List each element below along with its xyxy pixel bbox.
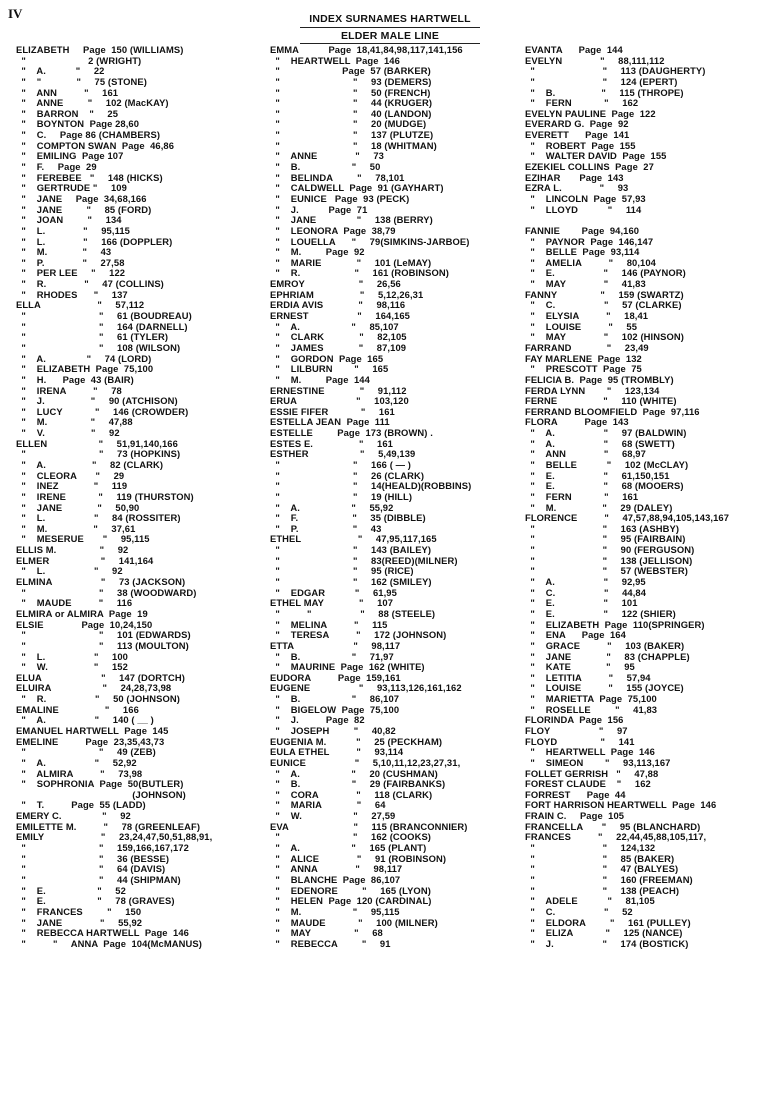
index-entry: ERDIA AVIS " 98,116	[270, 299, 406, 311]
index-entry: " ALICE " 91 (ROBINSON)	[270, 852, 447, 864]
index-entry: " E. " 122 (SHIER)	[525, 607, 676, 619]
index-entry: " PER LEE " 122	[16, 267, 126, 279]
index-entry: " W. " 27,59	[270, 810, 396, 822]
index-entry: ELLA " 57,112	[16, 299, 145, 311]
index-entry: ERNESTINE " 91,112	[270, 384, 407, 396]
index-entry: " J. Page 71	[270, 203, 368, 215]
index-entry: FORT HARRISON HEARTWELL Page 146	[525, 799, 717, 811]
index-entry: " A. " 140 ( __ )	[16, 714, 154, 726]
index-entry: " A. " 55,92	[270, 501, 394, 513]
index-entry: " JANE " 83 (CHAPPLE)	[525, 650, 690, 662]
index-entry: " JOAN " 134	[16, 214, 122, 226]
index-entry: " M. " 47,88	[16, 416, 133, 428]
index-entry: FLORA Page 143	[525, 416, 629, 428]
index-entry: " L. " 100	[16, 650, 128, 662]
index-entry: " JANE " 85 (FORD)	[16, 203, 152, 215]
index-entry: " ROBERT Page 155	[525, 139, 636, 151]
index-entry: " " 138 (JELLISON)	[525, 554, 693, 566]
index-entry: " A. " 22	[16, 65, 105, 77]
index-entry: " EMILING Page 107	[16, 150, 124, 162]
index-entry: EUNICE " 5,10,11,12,23,27,31,	[270, 756, 461, 768]
index-entry: " ELDORA " 161 (PULLEY)	[525, 916, 691, 928]
index-entry: " E. " 52	[16, 884, 126, 896]
index-entry: " MARIE " 101 (LeMAY)	[270, 256, 432, 268]
index-entry: " C. " 44,84	[525, 586, 647, 598]
index-entry: " " 108 (WILSON)	[16, 341, 181, 353]
index-entry: EUGENE " 93,113,126,161,162	[270, 682, 462, 694]
index-entry: " " 143 (BAILEY)	[270, 544, 432, 556]
index-entry: " " 50 (FRENCH)	[270, 86, 431, 98]
index-entry: " BOYNTON Page 28,60	[16, 118, 140, 130]
index-entry: " " 19 (HILL)	[270, 490, 413, 502]
index-entry: " H. Page 43 (BAIR)	[16, 373, 134, 385]
index-entry: ELMIRA or ALMIRA Page 19	[16, 607, 148, 619]
index-entry: " Page 57 (BARKER)	[270, 65, 431, 77]
index-entry: FELICIA B. Page 95 (TROMBLY)	[525, 373, 674, 385]
index-entry: FLORINDA Page 156	[525, 714, 624, 726]
index-entry: " GRACE " 103 (BAKER)	[525, 639, 685, 651]
index-entry: " L. " 84 (ROSSITER)	[16, 512, 181, 524]
index-entry: " GORDON Page 165	[270, 352, 384, 364]
index-entry: " BIGELOW Page 75,100	[270, 703, 400, 715]
index-entry: " MAURINE Page 162 (WHITE)	[270, 661, 425, 673]
index-entry: " " 57 (WEBSTER)	[525, 565, 688, 577]
index-entry: " A. " 97 (BALDWIN)	[525, 427, 687, 439]
index-entry: " " 26 (CLARK)	[270, 469, 425, 481]
index-entry: " L. " 166 (DOPPLER)	[16, 235, 173, 247]
index-entry: " FEREBEE " 148 (HICKS)	[16, 171, 163, 183]
index-entry: " BARRON " 25	[16, 107, 119, 119]
index-entry: " LOUELLA " 79(SIMKINS-JARBOE)	[270, 235, 470, 247]
index-entry: " C. " 57 (CLARKE)	[525, 299, 682, 311]
index-entry: " ANNA " 98,117	[270, 863, 403, 875]
index-entry: ERUA " 103,120	[270, 395, 409, 407]
index-entry: " EDENORE " 165 (LYON)	[270, 884, 431, 896]
index-entry: " E. " 101	[525, 597, 638, 609]
index-entry: " " 137 (PLUTZE)	[270, 129, 434, 141]
index-entry: " F. " 35 (DIBBLE)	[270, 512, 426, 524]
index-entry: " M. Page 144	[270, 373, 370, 385]
index-entry: " MAY " 68	[270, 927, 383, 939]
index-entry: " RHODES " 137	[16, 288, 128, 300]
index-entry: ERNEST " 164,165	[270, 310, 410, 322]
index-entry: EZEKIEL COLLINS Page 27	[525, 161, 654, 173]
index-entry: FRAIN C. Page 105	[525, 810, 625, 822]
index-entry: " FERN " 161	[525, 490, 639, 502]
index-entry: EMALINE " 166	[16, 703, 139, 715]
index-entry: " " 90 (FERGUSON)	[525, 544, 695, 556]
index-entry: FANNIE Page 94,160	[525, 224, 640, 236]
index-entry: " MELINA " 115	[270, 618, 388, 630]
index-entry: " E. " 68 (MOOERS)	[525, 480, 684, 492]
index-entry: " MAY " 102 (HINSON)	[525, 331, 684, 343]
index-entry: " REBECCA " 91	[270, 937, 391, 949]
index-entry: " CLARK " 82,105	[270, 331, 407, 343]
index-entry: " ROSELLE " 41,83	[525, 703, 658, 715]
index-entry: " V. " 92	[16, 427, 120, 439]
index-entry: " R. " 161 (ROBINSON)	[270, 267, 449, 279]
index-entry: FERRAND BLOOMFIELD Page 97,116	[525, 405, 700, 417]
index-entry: " " 73 (HOPKINS)	[16, 448, 181, 460]
index-entry: " P. " 27,58	[16, 256, 125, 268]
index-entry: EMILETTE M. " 78 (GREENLEAF)	[16, 820, 201, 832]
page-number: IV	[8, 6, 23, 21]
index-entry: " F. Page 29	[16, 161, 97, 173]
index-entry: ETHEL MAY " 107	[270, 597, 394, 609]
index-entry: " M. " 95,115	[270, 905, 400, 917]
index-entry: " E. " 61,150,151	[525, 469, 670, 481]
index-entry: ETTA " 98,117	[270, 639, 401, 651]
index-entry: " FRANCES " 150	[16, 905, 142, 917]
index-entry: EPHRIAM " 5,12,26,31	[270, 288, 424, 300]
index-entry: " PAYNOR Page 146,147	[525, 235, 654, 247]
index-entry: EMERY C. " 92	[16, 810, 131, 822]
index-entry: " L. " 95,115	[16, 224, 130, 236]
index-entry: " JANE " 138 (BERRY)	[270, 214, 433, 226]
index-entry: " J. " 90 (ATCHISON)	[16, 395, 178, 407]
index-entry: EVERARD G. Page 92	[525, 118, 629, 130]
index-entry: " " 85 (BAKER)	[525, 852, 675, 864]
index-entry: " " 18 (WHITMAN)	[270, 139, 437, 151]
index-entry: " MAUDE " 116	[16, 597, 133, 609]
index-entry: " C. " 52	[525, 905, 633, 917]
index-entry: ESTELLA JEAN Page 111	[270, 416, 390, 428]
index-entry: FLOYD " 141	[525, 735, 635, 747]
index-column-3	[525, 45, 777, 949]
index-entry: " " " 88 (STEELE)	[270, 607, 436, 619]
index-entry: " ELYSIA " 18,41	[525, 310, 649, 322]
index-entry: " CORA " 118 (CLARK)	[270, 788, 433, 800]
index-entry: " ALMIRA " 73,98	[16, 767, 143, 779]
index-entry: " REBECCA HARTWELL Page 146	[16, 927, 189, 939]
index-entry: " " 113 (MOULTON)	[16, 639, 189, 651]
index-entry: " A. " 74 (LORD)	[16, 352, 152, 364]
index-entry: " JANE Page 34,68,166	[16, 192, 147, 204]
index-entry: " W. " 152	[16, 661, 128, 673]
index-entry: " E. " 78 (GRAVES)	[16, 895, 175, 907]
index-entry: " " 83(REED)(MILNER)	[270, 554, 458, 566]
page-subtitle: ELDER MALE LINE	[340, 30, 440, 42]
index-entry: EMELINE Page 23,35,43,73	[16, 735, 165, 747]
index-entry: " ANN " 161	[16, 86, 119, 98]
index-entry: " A. " 52,92	[16, 756, 137, 768]
index-entry: " " 64 (DAVIS)	[16, 863, 166, 875]
index-entry: " MAUDE " 100 (MILNER)	[270, 916, 438, 928]
index-entry: " " 61 (TYLER)	[16, 331, 169, 343]
index-entry: " GERTRUDE " 109	[16, 182, 127, 194]
index-entry: " HEARTWELL Page 146	[525, 746, 655, 758]
index-entry: " A. " 165 (PLANT)	[270, 842, 427, 854]
index-entry: " " 162 (COOKS)	[270, 831, 432, 843]
index-entry: " BELINDA " 78,101	[270, 171, 405, 183]
index-entry: " HELEN Page 120 (CARDINAL)	[270, 895, 432, 907]
index-entry: " KATE " 95	[525, 661, 635, 673]
index-entry: EVA " 115 (BRANCONNIER)	[270, 820, 468, 832]
index-entry: " A. " 68 (SWETT)	[525, 437, 675, 449]
index-entry: " LOUISE " 55	[525, 320, 638, 332]
index-entry: ELUA " 147 (DORTCH)	[16, 671, 185, 683]
index-entry: " INEZ " 119	[16, 480, 128, 492]
index-entry: " CALDWELL Page 91 (GAYHART)	[270, 182, 444, 194]
index-entry: EULA ETHEL " 93,114	[270, 746, 404, 758]
index-entry: " " 95 (RICE)	[270, 565, 414, 577]
index-entry: FERDA LYNN " 123,134	[525, 384, 660, 396]
index-entry: FRANCES " 22,44,45,88,105,117,	[525, 831, 707, 843]
index-entry: (JOHNSON)	[16, 788, 186, 800]
index-entry: " BELLE Page 93,114	[525, 246, 640, 258]
index-entry: EUGENIA M. " 25 (PECKHAM)	[270, 735, 443, 747]
index-entry: " TERESA " 172 (JOHNSON)	[270, 629, 447, 641]
index-entry: " " 163 (ASHBY)	[525, 522, 680, 534]
index-entry: ELMINA " 73 (JACKSON)	[16, 576, 186, 588]
index-entry: " R. " 50 (JOHNSON)	[16, 693, 180, 705]
index-entry: EVANTA Page 144	[525, 44, 623, 55]
index-entry: " B. " 86,107	[270, 693, 400, 705]
index-entry: " " 44 (KRUGER)	[270, 97, 433, 109]
index-entry: FARRAND " 23,49	[525, 341, 649, 353]
index-entry: " B. " 50	[270, 161, 381, 173]
index-entry: " SOPHRONIA Page 50(BUTLER)	[16, 778, 184, 790]
index-entry: " M. Page 92	[270, 246, 365, 258]
index-entry: " AMELIA " 80,104	[525, 256, 656, 268]
index-entry: " " 40 (LANDON)	[270, 107, 432, 119]
index-entry: ELIZABETH Page 150 (WILLIAMS)	[16, 44, 184, 55]
index-entry: " A. " 92,95	[525, 576, 646, 588]
index-entry: " CLEORA " 29	[16, 469, 125, 481]
index-entry: ESTES E. " 161	[270, 437, 393, 449]
index-entry: " " 36 (BESSE)	[16, 852, 170, 864]
index-entry: " SIMEON " 93,113,167	[525, 756, 671, 768]
index-entry: " P. " 43	[270, 522, 382, 534]
index-entry: ELUIRA " 24,28,73,98	[16, 682, 172, 694]
index-entry: " " 38 (WOODWARD)	[16, 586, 197, 598]
index-entry: " COMPTON SWAN Page 46,86	[16, 139, 175, 151]
index-entry: " MAY " 41,83	[525, 278, 646, 290]
index-entry: " B. " 29 (FAIRBANKS)	[270, 778, 446, 790]
index-entry: " " 93 (DEMERS)	[270, 75, 432, 87]
index-entry: " R. " 47 (COLLINS)	[16, 278, 164, 290]
index-entry: " JANE " 55,92	[16, 916, 143, 928]
index-entry: " " 20 (MUDGE)	[270, 118, 427, 130]
index-entry: " JANE " 50,90	[16, 501, 140, 513]
index-entry: " C. Page 86 (CHAMBERS)	[16, 129, 161, 141]
index-entry: " B. " 115 (THROPE)	[525, 86, 684, 98]
index-entry: " BELLE " 102 (McCLAY)	[525, 458, 689, 470]
index-entry: EZRA L. " 93	[525, 182, 629, 194]
index-entry: EMROY " 26,56	[270, 278, 401, 290]
index-entry: " MARIA " 64	[270, 799, 386, 811]
index-entry: FLORENCE " 47,57,88,94,105,143,167	[525, 512, 730, 524]
index-entry: " EDGAR " 61,95	[270, 586, 397, 598]
index-entry: ESTELLE Page 173 (BROWN) .	[270, 427, 433, 439]
index-entry: ELSIE Page 10,24,150	[16, 618, 153, 630]
index-entry: " ANN " 68,97	[525, 448, 646, 460]
index-entry: " ANNE " 102 (MacKAY)	[16, 97, 169, 109]
index-entry: " T. Page 55 (LADD)	[16, 799, 146, 811]
index-entry: " ENA Page 164	[525, 629, 626, 641]
index-entry: " 2 (WRIGHT)	[16, 54, 142, 66]
index-entry: ETHEL " 47,95,117,165	[270, 533, 437, 545]
index-entry: " MARIETTA Page 75,100	[525, 693, 657, 705]
index-entry: " LUCY " 146 (CROWDER)	[16, 405, 189, 417]
index-entry: " " 101 (EDWARDS)	[16, 629, 191, 641]
index-entry: " " 166 ( — )	[270, 458, 412, 470]
index-entry: " LETITIA " 57,94	[525, 671, 651, 683]
index-entry: " ELIZA " 125 (NANCE)	[525, 927, 683, 939]
index-entry: " A. " 20 (CUSHMAN)	[270, 767, 438, 779]
index-entry: ELLIS M. " 92	[16, 544, 129, 556]
index-entry: " LOUISE " 155 (JOYCE)	[525, 682, 684, 694]
index-entry: ELLEN " 51,91,140,166	[16, 437, 178, 449]
index-entry: " IRENA " 78	[16, 384, 122, 396]
index-entry: " ELIZABETH Page 110(SPRINGER)	[525, 618, 705, 630]
index-entry: EVELYN PAULINE Page 122	[525, 107, 656, 119]
index-entry: " FERN " 162	[525, 97, 639, 109]
index-entry: FORREST Page 44	[525, 788, 626, 800]
index-entry: " " " 75 (STONE)	[16, 75, 147, 87]
index-entry: " PRESCOTT Page 75	[525, 363, 642, 375]
index-entry: " " 164 (DARNELL)	[16, 320, 188, 332]
index-entry: " HEARTWELL Page 146	[270, 54, 400, 66]
index-entry: " M. " 37,61	[16, 522, 136, 534]
index-entry: " " 44 (SHIPMAN)	[16, 873, 181, 885]
index-entry: " EUNICE Page 93 (PECK)	[270, 192, 410, 204]
index-entry: " MESERUE " 95,115	[16, 533, 150, 545]
index-entry: " B. " 71,97	[270, 650, 394, 662]
index-entry: " L. " 92	[16, 565, 123, 577]
index-column-1	[16, 45, 264, 949]
index-entry: FANNY " 159 (SWARTZ)	[525, 288, 684, 300]
index-entry: " IRENE " 119 (THURSTON)	[16, 490, 194, 502]
index-entry: " WALTER DAVID Page 155	[525, 150, 667, 162]
index-entry: " " 47 (BALYES)	[525, 863, 679, 875]
index-entry: " " 49 (ZEB)	[16, 746, 156, 758]
index-entry: FRANCELLA " 95 (BLANCHARD)	[525, 820, 701, 832]
page-title: INDEX SURNAMES HARTWELL	[309, 13, 471, 25]
index-entry: " " 124,132	[525, 842, 656, 854]
index-entry: EVELYN " 88,111,112	[525, 54, 665, 66]
index-entry: EMANUEL HARTWELL Page 145	[16, 725, 169, 736]
index-entry: " BLANCHE Page 86,107	[270, 873, 401, 885]
index-entry: " " 138 (PEACH)	[525, 884, 680, 896]
index-entry: ELMER " 141,164	[16, 554, 154, 566]
index-entry: EMMA Page 18,41,84,98,117,141,156	[270, 44, 463, 55]
index-entry: FOREST CLAUDE " 162	[525, 778, 651, 790]
index-entry: " " 160 (FREEMAN)	[525, 873, 693, 885]
index-entry: " " 162 (SMILEY)	[270, 576, 432, 588]
index-entry: " LINCOLN Page 57,93	[525, 192, 646, 204]
index-entry: " ADELE " 81,105	[525, 895, 655, 907]
index-entry: " JOSEPH " 40,82	[270, 725, 396, 736]
index-entry: " J. Page 82	[270, 714, 365, 726]
index-entry: ESSIE FIFER " 161	[270, 405, 395, 417]
index-entry: " M. " 43	[16, 246, 112, 258]
index-entry: " " ANNA Page 104(McMANUS)	[16, 937, 202, 949]
index-entry: FAY MARLENE Page 132	[525, 352, 642, 364]
index-entry: " " 95 (FAIRBAIN)	[525, 533, 686, 545]
index-entry: EZIHAR Page 143	[525, 171, 624, 183]
index-entry: " ELIZABETH Page 75,100	[16, 363, 154, 375]
index-entry: " ANNE " 73	[270, 150, 384, 162]
index-entry: " " 14(HEALD)(ROBBINS)	[270, 480, 472, 492]
index-column-2	[270, 45, 525, 949]
index-entry: " E. " 146 (PAYNOR)	[525, 267, 686, 279]
title-divider	[300, 27, 480, 28]
index-entry: " M. " 29 (DALEY)	[525, 501, 673, 513]
index-entry: " JAMES " 87,109	[270, 341, 407, 353]
index-entry: " A. " 82 (CLARK)	[16, 458, 164, 470]
index-entry: " " 113 (DAUGHERTY)	[525, 65, 706, 77]
index-entry: " LLOYD " 114	[525, 203, 642, 215]
index-entry: " J. " 174 (BOSTICK)	[525, 937, 689, 949]
index-entry: " " 159,166,167,172	[16, 842, 189, 854]
index-entry: ESTHER " 5,49,139	[270, 448, 416, 460]
index-entry: FERNE " 110 (WHITE)	[525, 395, 677, 407]
index-entry: EVERETT Page 141	[525, 129, 630, 141]
index-entry: FLOY " 97	[525, 725, 628, 736]
index-entry: " " 124 (EPERT)	[525, 75, 678, 87]
index-entry: FOLLET GERRISH " 47,88	[525, 767, 659, 779]
index-entry: EMILY " 23,24,47,50,51,88,91,	[16, 831, 213, 843]
index-entry: " LILBURN " 165	[270, 363, 389, 375]
index-entry: EUDORA Page 159,161	[270, 671, 401, 683]
index-entry: " LEONORA Page 38,79	[270, 224, 396, 236]
index-entry: " A. " 85,107	[270, 320, 399, 332]
index-entry: " " 61 (BOUDREAU)	[16, 310, 192, 322]
